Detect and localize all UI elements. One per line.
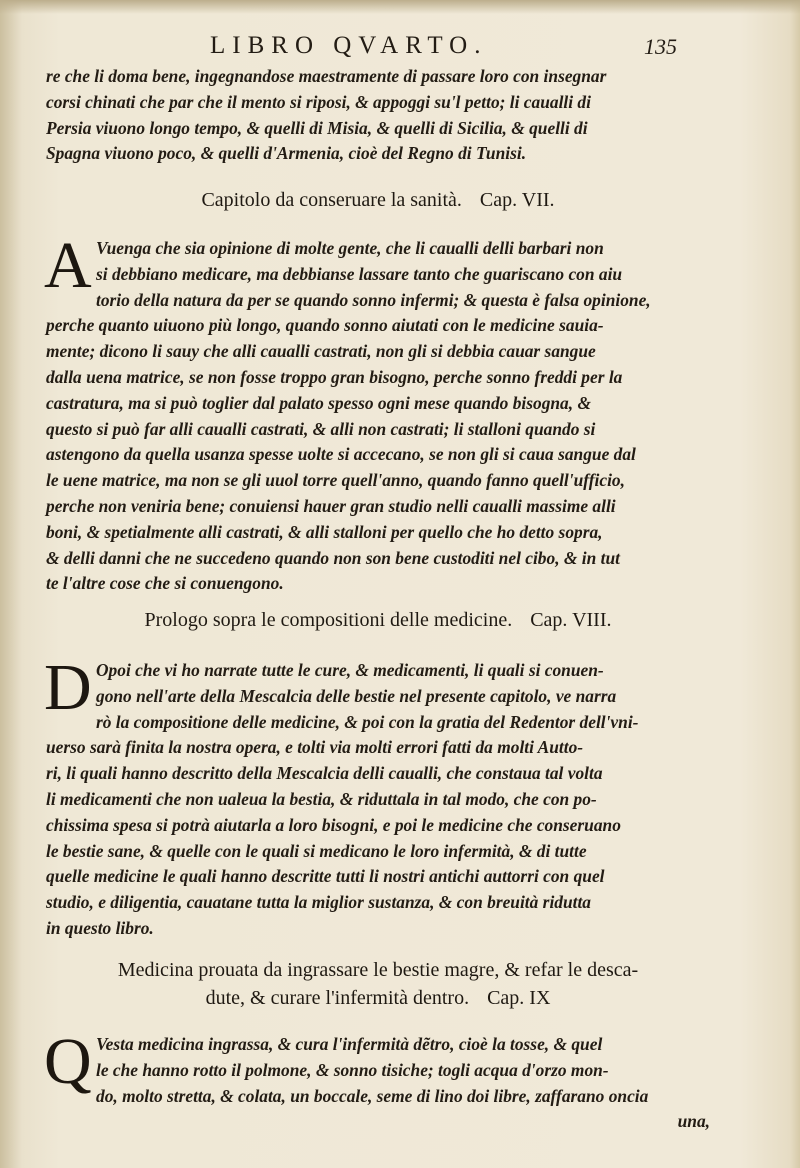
chapter-title-line: dute, & curare l'infermità dentro. bbox=[205, 987, 470, 1009]
text-line: Vuenga che sia opinione di molte gente, che li caualli delli barbari non bbox=[96, 238, 604, 258]
text-line: li medicamenti che non ualeua la bestia, & riduttala in tal modo, che con po- bbox=[46, 788, 597, 809]
text-line: & delli danni che ne succedeno quando non son bene custoditi nel cibo, & in tut bbox=[46, 547, 620, 568]
chapter-7-body bbox=[44, 229, 710, 597]
running-head bbox=[0, 30, 800, 64]
text-line: chissima spesa si potrà aiutarla a loro bisogni, e poi le medicine che conseruano bbox=[46, 814, 621, 835]
running-head-title: LIBRO QVARTO. bbox=[210, 32, 488, 59]
text-line: uerso sarà finita la nostra opera, e tolti via molti errori fatti da molti Autto- bbox=[46, 737, 584, 758]
text-line: te l'altre cose che si conuengono. bbox=[46, 573, 284, 594]
chapter-title-line: Medicina prouata da ingrassare le bestie magre, & refar le desca- bbox=[117, 959, 639, 981]
text-line: in questo libro. bbox=[46, 917, 154, 938]
page-top-edge bbox=[0, 0, 800, 14]
text-line: si debbiano medicare, ma debbianse lassare tanto che guariscano con aiu bbox=[96, 263, 623, 284]
text-line: castratura, ma si può toglier dal palato spesso ogni mese quando bisogna, & bbox=[46, 392, 591, 413]
chapter-heading-9 bbox=[46, 956, 710, 1012]
text-line: studio, e diligentia, cauatane tutta la miglior sustanza, & con breuità ridutta bbox=[46, 892, 592, 913]
text-line: una, bbox=[677, 1111, 710, 1132]
text-line: Opoi che vi ho narrate tutte le cure, & medicamenti, li quali si conuen- bbox=[96, 660, 604, 680]
chapter-9-body bbox=[44, 1025, 710, 1135]
text-line: le che hanno rotto il polmone, & sonno tisiche; togli acqua d'orzo mon- bbox=[96, 1059, 609, 1080]
text-line: rò la compositione delle medicine, & poi con la gratia del Redentor dell'vni- bbox=[96, 711, 639, 732]
chapter-heading-7 bbox=[46, 186, 710, 214]
text-line: dalla uena matrice, se non fosse troppo gran bisogno, perche sonno freddi per la bbox=[46, 366, 623, 387]
chapter-number: Cap. VIII. bbox=[530, 609, 612, 631]
text-line: le bestie sane, & quelle con le quali si medicano le loro infermità, & di tutte bbox=[46, 840, 587, 861]
text-line: boni, & spetialmente alli castrati, & alli stalloni per quello che ho detto sopra, bbox=[46, 521, 603, 542]
chapter-number: Cap. VII. bbox=[479, 189, 555, 211]
text-line: ri, li quali hanno descritto della Mescalcia delli caualli, che constaua tal volta bbox=[46, 763, 603, 784]
text-line: Persia viuono longo tempo, & quelli di Misia, & quelli di Sicilia, & quelli di bbox=[46, 117, 588, 138]
chapter-heading-8 bbox=[46, 606, 710, 634]
text-line: le uene matrice, ma non se gli uuol torre quell'anno, quando fanno quell'ufficio, bbox=[46, 470, 625, 491]
text-line: re che li doma bene, ingegnandose maestramente di passare loro con insegnar bbox=[46, 66, 607, 86]
page-number: 135 bbox=[644, 34, 677, 59]
drop-cap: D bbox=[44, 651, 92, 724]
text-line: questo si può far alli caualli castrati, & alli non castrati; li stalloni quando si bbox=[46, 418, 596, 439]
drop-cap: A bbox=[44, 229, 92, 302]
chapter-title: Capitolo da conseruare la sanità. bbox=[201, 189, 462, 211]
text-line: Spagna viuono poco, & quelli d'Armenia, cioè del Regno di Tunisi. bbox=[46, 143, 527, 164]
text-line: torio della natura da per se quando sonno infermi; & questa è falsa opinione, bbox=[96, 289, 651, 310]
chapter-8-body bbox=[44, 651, 710, 942]
text-line: Vesta medicina ingrassa, & cura l'infermità dẽtro, cioè la tosse, & quel bbox=[96, 1034, 603, 1054]
text-line: gono nell'arte della Mescalcia delle bestie nel presente capitolo, ve narra bbox=[96, 685, 617, 706]
text-line: perche non veniria bene; conuiensi hauer gran studio nelli caualli massime alli bbox=[46, 495, 616, 516]
text-line: astengono da quella usanza spesse uolte si accecano, se non gli si caua sangue dal bbox=[46, 444, 636, 465]
text-line: mente; dicono li sauy che alli caualli castrati, non gli si debbia cauar sangue bbox=[46, 341, 596, 362]
text-line: do, molto stretta, & colata, un boccale, seme di lino doi libre, zaffarano oncia bbox=[96, 1085, 649, 1106]
drop-cap: Q bbox=[44, 1025, 92, 1098]
text-line: corsi chinati che par che il mento si riposi, & appoggi su'l petto; li caualli di bbox=[46, 91, 591, 112]
intro-paragraph bbox=[46, 64, 710, 167]
chapter-title: Prologo sopra le compositioni delle medicine. bbox=[144, 609, 513, 631]
chapter-number: Cap. IX bbox=[487, 987, 551, 1009]
text-line: quelle medicine le quali hanno descritte tutti li nostri antichi auttorri con quel bbox=[46, 866, 605, 887]
text-line: perche quanto uiuono più longo, quando sonno aiutati con le medicine sauia- bbox=[46, 315, 604, 336]
